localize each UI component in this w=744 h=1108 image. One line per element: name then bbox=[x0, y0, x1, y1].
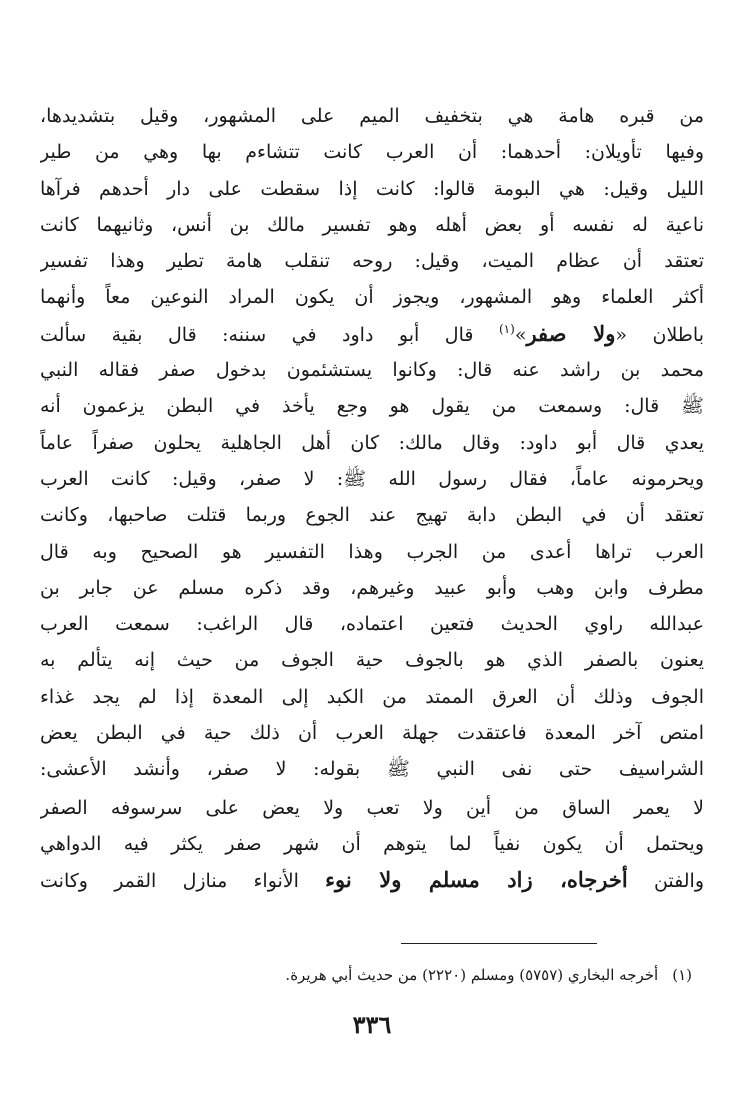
text-line: تعتقد أن عظام الميت، وقيل: روحه تنقلب هامة تطير وهذا تفسير bbox=[40, 250, 704, 273]
footnote-separator bbox=[401, 943, 597, 944]
text-line: عبدالله راوي الحديث فتعين اعتماده، قال الراغب: سمعت العرب bbox=[40, 613, 704, 636]
poetry-line: لا يعمر الساق من أين ولا تعب ولا يعض على سرسوفه الصفر bbox=[40, 796, 704, 819]
text-line: مطرف وابن وهب وأبو عبيد وغيرهم، وقد ذكره مسلم عن جابر بن bbox=[40, 576, 704, 599]
text-line: الجوف وذلك أن العرق الممتد من الكبد إلى المعدة إذا لم يجد غذاء bbox=[40, 685, 704, 708]
footnote-text: أخرجه البخاري (٥٧٥٧) ومسلم (٢٢٢٠) من حديث أبي هريرة. bbox=[285, 966, 659, 984]
text-line: ﷺ قال: وسمعت من يقول هو وجع يأخذ في البطن يزعمون أنه bbox=[40, 395, 704, 418]
text-line: العرب تراها أعدى من الجرب وهذا التفسير هو الصحيح وبه قال bbox=[40, 540, 704, 563]
footnote-number: (١) bbox=[672, 966, 692, 984]
text-segment: قال أبو داود في سننه: قال بقية سألت bbox=[40, 323, 499, 346]
page-number: ٣٣٦ bbox=[352, 1010, 392, 1039]
footnote-reference: (١) bbox=[498, 321, 515, 336]
text-line: الليل وقيل: هي البومة قالوا: كانت إذا سقطت على دار أحدهم فرآها bbox=[40, 177, 704, 200]
text-line: محمد بن راشد عنه قال: وكانوا يستشئمون بدخول صفر فقاله النبي bbox=[40, 359, 704, 382]
text-line: ويحرمونه عاماً، فقال رسول الله ﷺ: لا صفر، وقيل: كانت العرب bbox=[40, 467, 704, 490]
text-line: أكثر العلماء وهو المشهور، ويجوز أن يكون المراد النوعين معاً وأنهما bbox=[40, 286, 704, 309]
text-line: وفيها تأويلان: أحدهما: أن العرب كانت تتشاءم بها وهي من طير bbox=[40, 141, 704, 164]
text-line: يعدي قال أبو داود: وقال مالك: كان أهل الجاهلية يحلون صفراً عاماً bbox=[40, 431, 704, 454]
text-segment: الأنواء منازل القمر وكانت bbox=[40, 870, 326, 893]
text-line: ويحتمل أن يكون نفياً لما يتوهم أن شهر صفر يكثر فيه الدواهي bbox=[40, 832, 704, 855]
text-line: يعنون بالصفر الذي هو بالجوف حية الجوف من حيث إنه يتألم به bbox=[40, 649, 704, 672]
text-line: من قبره هامة هي بتخفيف الميم على المشهور، وقيل بتشديدها، bbox=[40, 105, 704, 127]
text-segment: باطلان « bbox=[615, 323, 704, 346]
text-line: تعتقد أن في البطن دابة تهيج عند الجوع وربما قتلت صاحبها، وكانت bbox=[40, 504, 704, 527]
text-segment: والفتن bbox=[627, 870, 704, 893]
text-line: الشراسيف حتى نفى النبي ﷺ بقوله: لا صفر، وأنشد الأعشى: bbox=[40, 758, 704, 781]
text-line: امتص آخر المعدة فاعتقدت جهلة العرب أن ذلك حية في البطن يعض bbox=[40, 722, 704, 745]
text-line bbox=[40, 862, 704, 898]
hadith-quote: أخرجاه، زاد مسلم ولا نوء bbox=[325, 867, 628, 893]
body-text bbox=[40, 98, 704, 899]
hadith-quote: ولا صفر bbox=[526, 320, 616, 346]
text-line bbox=[40, 316, 704, 352]
text-segment: » bbox=[514, 323, 527, 346]
text-line: ناعية له نفسه أو بعض أهله وهو تفسير مالك بن أنس، وثانيهما كانت bbox=[40, 213, 704, 236]
footnote bbox=[52, 964, 692, 986]
